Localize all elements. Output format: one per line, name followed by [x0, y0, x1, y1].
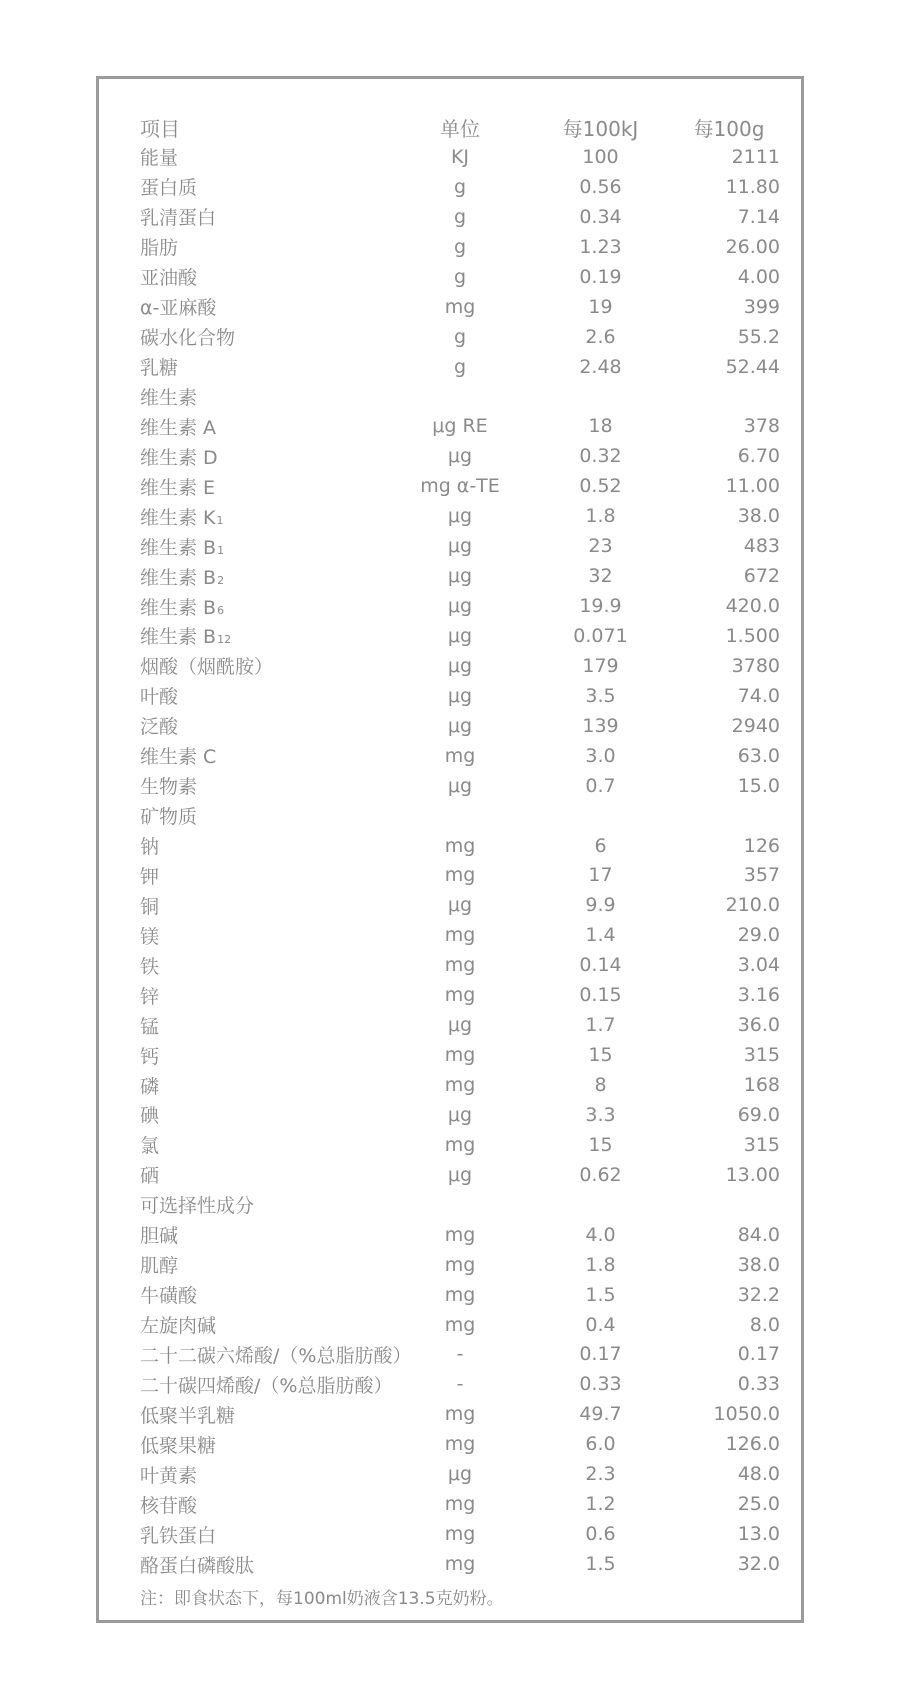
nutrient-name: 钠 — [140, 836, 160, 859]
per-100g-cell: 8.0 — [749, 1313, 780, 1336]
unit-cell: mg — [444, 1223, 476, 1246]
table-row — [140, 591, 780, 621]
per-100g-cell: 168 — [743, 1074, 780, 1097]
subscript: 2 — [217, 573, 225, 587]
nutrient-name: 维生素 A — [140, 416, 217, 439]
unit-cell: μg — [447, 535, 473, 558]
unit-cell: mg — [444, 834, 476, 857]
unit-cell: mg — [444, 864, 476, 887]
per-100kj-cell: 23 — [588, 535, 613, 558]
per-100kj-cell: 139 — [582, 714, 619, 737]
per-100g-cell: 38.0 — [737, 1253, 780, 1276]
unit-cell: mg — [444, 984, 476, 1007]
nutrient-name: 铁 — [140, 955, 160, 978]
per-100kj-cell: 2.48 — [579, 355, 622, 378]
unit-cell: - — [456, 1373, 464, 1396]
per-100g-cell: 3780 — [731, 654, 780, 677]
table-row — [140, 1459, 780, 1489]
per-100kj-cell: 9.9 — [585, 894, 616, 917]
per-100kj-cell: 0.33 — [579, 1373, 622, 1396]
table-row — [140, 1070, 780, 1100]
nutrient-name: 生物素 — [140, 776, 198, 799]
table-row — [140, 411, 780, 441]
unit-cell: μg — [447, 565, 473, 588]
header-per-100kj: 每100kJ — [562, 116, 639, 141]
per-100g-cell: 420.0 — [725, 595, 780, 618]
nutrient-name: 维生素 B12 — [140, 626, 232, 649]
per-100g-cell: 13.0 — [737, 1523, 780, 1546]
table-row — [140, 711, 780, 741]
nutrient-name: 二十二碳六烯酸/（%总脂肪酸） — [140, 1344, 412, 1367]
nutrient-name: 蛋白质 — [140, 177, 198, 200]
nutrient-name: 矿物质 — [140, 806, 198, 829]
per-100g-cell: 52.44 — [725, 355, 780, 378]
nutrient-name: 肌醇 — [140, 1255, 179, 1278]
nutrient-name: 镁 — [140, 925, 160, 948]
unit-cell: mg — [444, 1253, 476, 1276]
table-row — [140, 621, 780, 651]
nutrient-name: 硒 — [140, 1165, 160, 1188]
unit-cell: mg — [444, 744, 476, 767]
per-100kj-cell: 19.9 — [579, 595, 622, 618]
nutrient-name: α-亚麻酸 — [140, 297, 217, 320]
subscript: 6 — [217, 603, 225, 617]
table-row — [140, 741, 780, 771]
unit-cell: mg — [444, 1313, 476, 1336]
per-100g-cell: 11.80 — [725, 175, 780, 198]
per-100kj-cell: 0.17 — [579, 1343, 622, 1366]
nutrient-name: 维生素 — [140, 386, 198, 409]
table-row — [140, 651, 780, 681]
nutrient-name: 烟酸（烟酰胺） — [140, 656, 274, 679]
unit-cell: μg — [447, 1103, 473, 1126]
nutrient-name: 叶酸 — [140, 686, 179, 709]
table-row — [140, 232, 780, 262]
nutrient-name: 维生素 E — [140, 476, 216, 499]
table-row — [140, 1280, 780, 1310]
subscript: 1 — [217, 543, 225, 557]
per-100kj-cell: 0.7 — [585, 774, 616, 797]
unit-cell: μg — [447, 624, 473, 647]
subscript: 1 — [216, 513, 224, 527]
per-100g-cell: 315 — [743, 1133, 780, 1156]
table-row — [140, 352, 780, 382]
unit-cell: mg — [444, 1553, 476, 1576]
nutrient-name: 碘 — [140, 1105, 160, 1128]
unit-cell: mg — [444, 295, 476, 318]
unit-cell: μg — [447, 445, 473, 468]
nutrient-name: 胆碱 — [140, 1225, 179, 1248]
nutrient-name: 锰 — [140, 1015, 160, 1038]
per-100g-cell: 2940 — [731, 714, 780, 737]
per-100kj-cell: 0.071 — [573, 624, 628, 647]
table-row — [140, 172, 780, 202]
per-100g-cell: 7.14 — [737, 205, 780, 228]
nutrient-name: 酪蛋白磷酸肽 — [140, 1554, 255, 1577]
per-100g-cell: 483 — [743, 535, 780, 558]
nutrient-name: 维生素 B1 — [140, 536, 225, 559]
nutrient-name: 脂肪 — [140, 237, 179, 260]
table-row — [140, 322, 780, 352]
per-100kj-cell: 49.7 — [579, 1403, 622, 1426]
unit-cell: μg — [447, 774, 473, 797]
per-100g-cell: 126.0 — [725, 1433, 780, 1456]
per-100g-cell: 378 — [743, 415, 780, 438]
nutrient-name: 亚油酸 — [140, 267, 198, 290]
per-100kj-cell: 1.8 — [585, 505, 616, 528]
table-row — [140, 890, 780, 920]
per-100g-cell: 55.2 — [737, 325, 780, 348]
per-100kj-cell: 15 — [588, 1044, 613, 1067]
nutrient-name: 维生素 C — [140, 746, 217, 769]
per-100kj-cell: 6 — [594, 834, 607, 857]
per-100kj-cell: 8 — [594, 1074, 607, 1097]
table-row — [140, 920, 780, 950]
nutrient-name: 钾 — [140, 865, 160, 888]
table-row — [140, 980, 780, 1010]
nutrient-name: 能量 — [140, 147, 179, 170]
table-row — [140, 1519, 780, 1549]
per-100kj-cell: 0.32 — [579, 445, 622, 468]
unit-cell: μg — [447, 894, 473, 917]
per-100kj-cell: 1.4 — [585, 924, 616, 947]
unit-cell: μg — [447, 1163, 473, 1186]
table-row — [140, 801, 780, 831]
per-100g-cell: 6.70 — [737, 445, 780, 468]
unit-cell: mg — [444, 924, 476, 947]
per-100g-cell: 0.17 — [737, 1343, 780, 1366]
unit-cell: μg — [447, 1463, 473, 1486]
unit-cell: mg — [444, 1523, 476, 1546]
per-100kj-cell: 0.19 — [579, 265, 622, 288]
per-100kj-cell: 0.52 — [579, 475, 622, 498]
table-row — [140, 831, 780, 861]
per-100g-cell: 84.0 — [737, 1223, 780, 1246]
per-100g-cell: 126 — [743, 834, 780, 857]
per-100g-cell: 315 — [743, 1044, 780, 1067]
nutrient-name: 泛酸 — [140, 716, 179, 739]
per-100kj-cell: 18 — [588, 415, 613, 438]
per-100g-cell: 11.00 — [725, 475, 780, 498]
per-100kj-cell: 0.62 — [579, 1163, 622, 1186]
per-100g-cell: 210.0 — [725, 894, 780, 917]
unit-cell: mg — [444, 1044, 476, 1067]
nutrient-name: 锌 — [140, 985, 160, 1008]
table-row — [140, 1250, 780, 1280]
table-row — [140, 1489, 780, 1519]
per-100g-cell: 2111 — [731, 145, 780, 168]
per-100g-cell: 25.0 — [737, 1493, 780, 1516]
unit-cell: g — [453, 175, 467, 198]
per-100kj-cell: 0.15 — [579, 984, 622, 1007]
per-100kj-cell: 1.2 — [585, 1493, 616, 1516]
unit-cell: μg RE — [432, 415, 488, 438]
unit-cell: g — [453, 325, 467, 348]
table-row — [140, 1369, 780, 1399]
footnote: 注：即食状态下，每100ml奶液含13.5克奶粉。 — [140, 1589, 504, 1609]
table-row — [140, 1340, 780, 1370]
per-100kj-cell: 2.6 — [585, 325, 616, 348]
table-row — [140, 1429, 780, 1459]
nutrient-name: 碳水化合物 — [140, 327, 236, 350]
per-100g-cell: 32.0 — [737, 1553, 780, 1576]
per-100kj-cell: 2.3 — [585, 1463, 616, 1486]
unit-cell: g — [453, 235, 467, 258]
per-100g-cell: 399 — [743, 295, 780, 318]
per-100kj-cell: 0.34 — [579, 205, 622, 228]
nutrient-name: 维生素 D — [140, 446, 218, 469]
per-100kj-cell: 100 — [582, 145, 619, 168]
table-row — [140, 1399, 780, 1429]
per-100kj-cell: 1.23 — [579, 235, 622, 258]
unit-cell: μg — [447, 654, 473, 677]
unit-cell: g — [453, 205, 467, 228]
table-row — [140, 1130, 780, 1160]
unit-cell: mg — [444, 1433, 476, 1456]
per-100kj-cell: 1.8 — [585, 1253, 616, 1276]
nutrient-name: 维生素 K1 — [140, 506, 224, 529]
per-100kj-cell: 17 — [588, 864, 613, 887]
unit-cell: mg — [444, 1493, 476, 1516]
per-100kj-cell: 0.4 — [585, 1313, 616, 1336]
per-100kj-cell: 4.0 — [585, 1223, 616, 1246]
per-100kj-cell: 1.5 — [585, 1283, 616, 1306]
table-row — [140, 1549, 780, 1579]
table-row — [140, 382, 780, 412]
table-row — [140, 292, 780, 322]
unit-cell: μg — [447, 684, 473, 707]
nutrient-name: 乳糖 — [140, 357, 179, 380]
per-100kj-cell: 179 — [582, 654, 619, 677]
unit-cell: mg — [444, 1403, 476, 1426]
table-row — [140, 861, 780, 891]
nutrient-name: 钙 — [140, 1045, 160, 1068]
table-row — [140, 202, 780, 232]
nutrient-name: 核苷酸 — [140, 1494, 198, 1517]
per-100g-cell: 29.0 — [737, 924, 780, 947]
header-item: 项目 — [140, 116, 180, 141]
unit-cell: mg — [444, 954, 476, 977]
table-row — [140, 501, 780, 531]
per-100kj-cell: 1.5 — [585, 1553, 616, 1576]
per-100g-cell: 13.00 — [725, 1163, 780, 1186]
table-row — [140, 771, 780, 801]
per-100g-cell: 3.16 — [737, 984, 780, 1007]
per-100g-cell: 48.0 — [737, 1463, 780, 1486]
header-per-100g: 每100g — [693, 116, 765, 141]
per-100g-cell: 357 — [743, 864, 780, 887]
per-100kj-cell: 6.0 — [585, 1433, 616, 1456]
nutrient-name: 叶黄素 — [140, 1464, 198, 1487]
table-header — [140, 112, 780, 142]
nutrient-name: 维生素 B6 — [140, 596, 225, 619]
per-100g-cell: 32.2 — [737, 1283, 780, 1306]
table-row — [140, 142, 780, 172]
per-100g-cell: 74.0 — [737, 684, 780, 707]
subscript: 12 — [217, 633, 232, 647]
per-100kj-cell: 32 — [588, 565, 613, 588]
per-100g-cell: 36.0 — [737, 1014, 780, 1037]
nutrient-name: 乳铁蛋白 — [140, 1524, 217, 1547]
table-row — [140, 1190, 780, 1220]
unit-cell: mg — [444, 1283, 476, 1306]
per-100g-cell: 4.00 — [737, 265, 780, 288]
nutrient-name: 可选择性成分 — [140, 1195, 255, 1218]
nutrient-name: 铜 — [140, 895, 160, 918]
nutrient-name: 氯 — [140, 1135, 160, 1158]
per-100kj-cell: 19 — [588, 295, 613, 318]
unit-cell: g — [453, 265, 467, 288]
table-row — [140, 441, 780, 471]
table-row — [140, 1160, 780, 1190]
per-100kj-cell: 1.7 — [585, 1014, 616, 1037]
nutrition-rows — [140, 142, 780, 1579]
unit-cell: - — [456, 1343, 464, 1366]
nutrient-name: 维生素 B2 — [140, 566, 225, 589]
table-row — [140, 531, 780, 561]
per-100g-cell: 38.0 — [737, 505, 780, 528]
per-100g-cell: 63.0 — [737, 744, 780, 767]
per-100g-cell: 672 — [743, 565, 780, 588]
table-row — [140, 1220, 780, 1250]
nutrient-name: 低聚半乳糖 — [140, 1404, 236, 1427]
table-row — [140, 1040, 780, 1070]
nutrient-name: 牛磺酸 — [140, 1285, 198, 1308]
unit-cell: mg — [444, 1074, 476, 1097]
unit-cell: μg — [447, 505, 473, 528]
per-100g-cell: 69.0 — [737, 1103, 780, 1126]
nutrient-name: 低聚果糖 — [140, 1434, 217, 1457]
header-unit: 单位 — [440, 116, 480, 141]
unit-cell: μg — [447, 595, 473, 618]
per-100g-cell: 3.04 — [737, 954, 780, 977]
per-100kj-cell: 0.6 — [585, 1523, 616, 1546]
per-100kj-cell: 0.56 — [579, 175, 622, 198]
table-row — [140, 262, 780, 292]
per-100g-cell: 15.0 — [737, 774, 780, 797]
per-100kj-cell: 15 — [588, 1133, 613, 1156]
per-100g-cell: 0.33 — [737, 1373, 780, 1396]
table-row — [140, 681, 780, 711]
nutrient-name: 乳清蛋白 — [140, 207, 217, 230]
per-100g-cell: 26.00 — [725, 235, 780, 258]
unit-cell: KJ — [450, 145, 470, 168]
per-100kj-cell: 0.14 — [579, 954, 622, 977]
table-row — [140, 950, 780, 980]
unit-cell: mg — [444, 1133, 476, 1156]
nutrient-name: 磷 — [140, 1075, 160, 1098]
per-100kj-cell: 3.5 — [585, 684, 616, 707]
table-row — [140, 1100, 780, 1130]
per-100g-cell: 1.500 — [725, 624, 780, 647]
table-row — [140, 471, 780, 501]
unit-cell: mg α-TE — [420, 475, 500, 498]
table-row — [140, 1310, 780, 1340]
per-100g-cell: 1050.0 — [713, 1403, 780, 1426]
per-100kj-cell: 3.3 — [585, 1103, 616, 1126]
per-100kj-cell: 3.0 — [585, 744, 616, 767]
unit-cell: μg — [447, 1014, 473, 1037]
table-row — [140, 1010, 780, 1040]
table-row — [140, 561, 780, 591]
nutrient-name: 左旋肉碱 — [140, 1315, 217, 1338]
unit-cell: μg — [447, 714, 473, 737]
nutrient-name: 二十碳四烯酸/（%总脂肪酸） — [140, 1374, 393, 1397]
unit-cell: g — [453, 355, 467, 378]
